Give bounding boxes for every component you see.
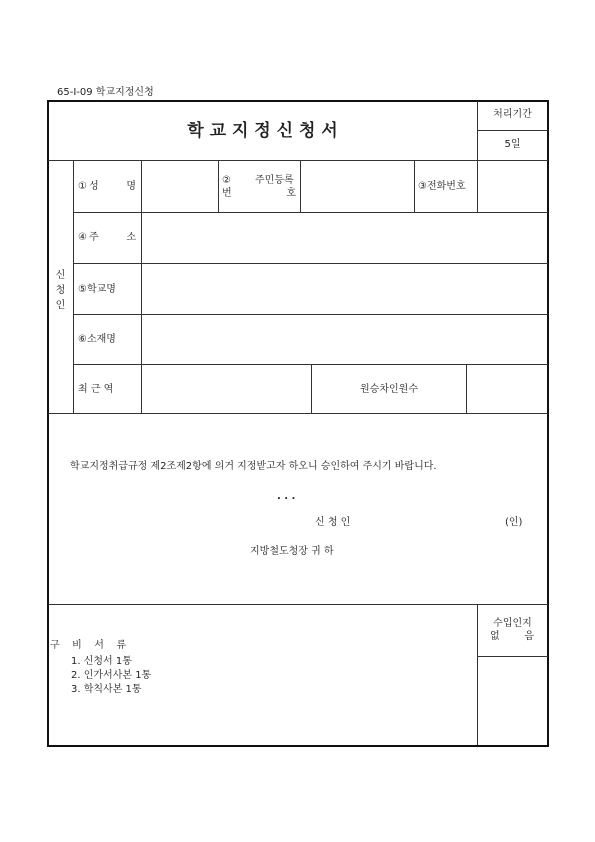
documents-heading-char: 비 — [72, 640, 82, 651]
document-item: 3. 학칙사본 1통 — [71, 684, 142, 695]
name-num: ① — [78, 181, 87, 192]
rrn-label-2a: 번 — [222, 188, 232, 199]
rrn-label-2b: 호 — [286, 188, 296, 199]
nearest-station-value[interactable] — [142, 365, 311, 413]
ridership-label: 원승차인원수 — [360, 384, 418, 395]
processing-divider — [477, 130, 548, 131]
processing-label: 처리기간 — [493, 109, 532, 120]
documents-heading-char: 구 — [50, 640, 60, 651]
applicant-label-char: 청 — [55, 285, 66, 296]
stamp-label-line1: 수입인지 — [493, 618, 532, 629]
name-label-a: 성 — [89, 181, 99, 192]
address-label-b: 소 — [126, 232, 136, 243]
frame-bottom — [47, 745, 549, 747]
location-label: ⑥소재명 — [78, 334, 116, 345]
frame-top — [47, 100, 549, 102]
address-label — [89, 232, 136, 244]
name-label-b: 명 — [126, 181, 136, 192]
date-dots: . . . — [277, 491, 296, 502]
documents-heading-char: 류 — [116, 640, 126, 651]
rrn-num: ② — [222, 175, 231, 186]
row1-div-c — [414, 160, 415, 212]
documents-heading-char: 서 — [94, 640, 104, 651]
document-item: 1. 신청서 1통 — [71, 656, 132, 667]
name-label — [89, 181, 136, 193]
seal-mark: (인) — [505, 517, 523, 528]
applicant-sign: 신 청 인 — [315, 517, 351, 528]
frame-left — [47, 100, 49, 747]
stamp-label-line2 — [490, 631, 534, 643]
stamp-label-2a: 없 — [490, 631, 500, 642]
row1-div-a — [218, 160, 219, 212]
name-value[interactable] — [142, 161, 218, 212]
title-row-bottom — [48, 160, 548, 161]
applicant-section-bottom — [48, 413, 548, 414]
rrn-label-line1: 주민등록 — [255, 175, 294, 186]
rrn-label-line2 — [222, 188, 296, 200]
recipient: 지방철도청장 귀 하 — [250, 546, 334, 557]
location-value[interactable] — [142, 315, 547, 364]
documents-heading — [50, 640, 126, 652]
phone-value[interactable] — [478, 161, 547, 212]
statement-text: 학교지정취급규정 제2조제2항에 의거 지정받고자 하오니 승인하여 주시기 바랍니다. — [70, 461, 437, 472]
nearest-station-label: 최 근 역 — [78, 384, 114, 395]
frame-right — [547, 100, 549, 747]
school-name-value[interactable] — [142, 264, 547, 314]
processing-value: 5일 — [504, 139, 521, 150]
rrn-value[interactable] — [301, 161, 414, 212]
stamp-label-2b: 음 — [524, 631, 534, 642]
form-code: 65-Ⅰ-09 학교지정신청 — [57, 87, 154, 98]
applicant-label — [48, 268, 73, 313]
address-value[interactable] — [142, 213, 547, 263]
form-title: 학 교 지 정 신 청 서 — [187, 121, 338, 141]
applicant-label-char: 신 — [55, 270, 66, 281]
ridership-value[interactable] — [467, 365, 547, 413]
address-num: ④ — [78, 232, 87, 243]
address-label-a: 주 — [89, 232, 99, 243]
body-section-bottom — [48, 604, 548, 605]
applicant-label-char: 인 — [55, 300, 66, 311]
school-name-label: ⑤학교명 — [78, 284, 116, 295]
stamp-area[interactable] — [478, 657, 547, 745]
document-item: 2. 인가서사본 1통 — [71, 670, 152, 681]
phone-label: ③전화번호 — [418, 181, 466, 192]
applicant-col-divider — [73, 160, 74, 413]
